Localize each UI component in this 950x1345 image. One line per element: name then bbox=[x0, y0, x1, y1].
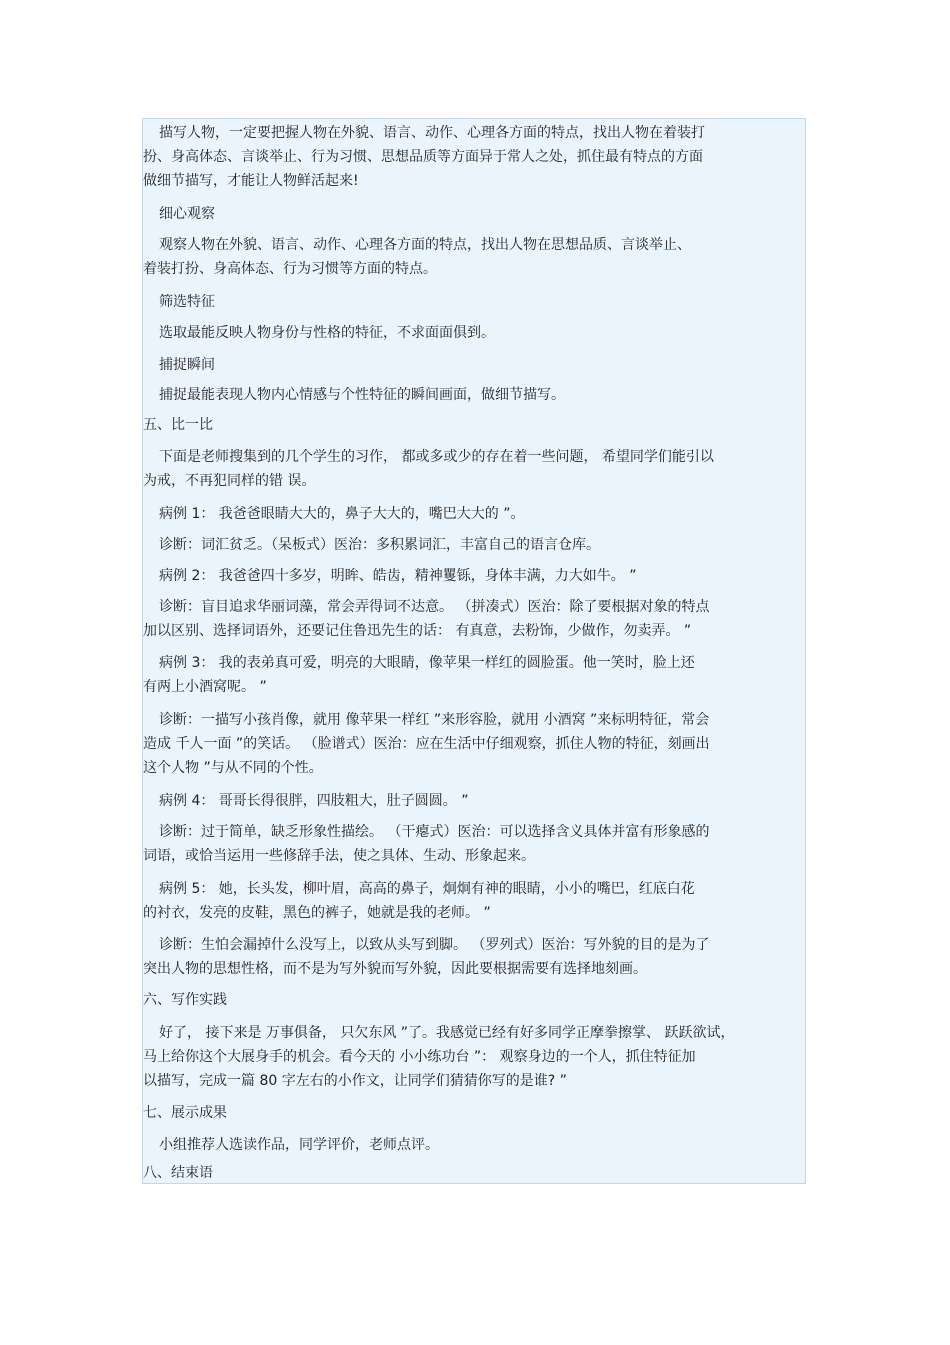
text-line: 以描写，完成一篇 80 字左右的小作文，让同学们猜猜你写的是谁? ” bbox=[143, 1073, 567, 1089]
text-line: 病例 5： 她，长头发，柳叶眉，高高的鼻子，炯炯有神的眼睛，小小的嘴巴，红底白花 bbox=[159, 881, 695, 897]
text-line: 好了， 接下来是 万事俱备， 只欠东风 ”了。我感觉已经有好多同学正摩拳擦掌、 跃跃欲试， bbox=[159, 1025, 735, 1041]
text-line: 描写人物，一定要把握人物在外貌、语言、动作、心理各方面的特点，找出人物在着装打 bbox=[159, 125, 705, 141]
intro-paragraph bbox=[143, 121, 803, 193]
case-5 bbox=[143, 877, 803, 925]
text-line: 扮、身高体态、言谈举止、行为习惯、思想品质等方面异于常人之处，抓住最有特点的方面 bbox=[143, 149, 703, 165]
section-heading-8 bbox=[143, 1161, 803, 1184]
text-line: 诊断：词汇贫乏。（呆板式）医治：多积累词汇，丰富自己的语言仓库。 bbox=[159, 537, 600, 553]
text-line: 加以区别、选择词语外，还要记住鲁迅先生的话： 有真意，去粉饰，少做作，勿卖弄。 ” bbox=[143, 623, 692, 639]
text-line: 突出人物的思想性格，而不是为写外貌而写外貌，因此要根据需要有选择地刻画。 bbox=[143, 961, 647, 977]
capture-paragraph bbox=[143, 383, 803, 407]
text-line: 病例 4： 哥哥长得很胖，四肢粗大，肚子圆圆。 ” bbox=[159, 793, 469, 809]
text-line: 诊断：过于简单，缺乏形象性描绘。 （干瘪式）医治：可以选择含义具体并富有形象感的 bbox=[159, 824, 710, 840]
text-line: 下面是老师搜集到的几个学生的习作， 都或多或少的存在着一些问题， 希望同学们能引以 bbox=[159, 449, 714, 465]
filter-paragraph bbox=[143, 321, 803, 345]
diagnosis-2 bbox=[143, 595, 803, 643]
text-line: 病例 2： 我爸爸四十多岁，明眸、皓齿，精神矍铄，身体丰满，力大如牛。 ” bbox=[159, 568, 637, 584]
text-line: 马上给你这个大展身手的机会。看今天的 小小练功台 ”： 观察身边的一个人，抓住特征加 bbox=[143, 1049, 696, 1065]
text-line: 捕捉最能表现人物内心情感与个性特征的瞬间画面，做细节描写。 bbox=[159, 387, 565, 403]
text-line: 诊断：生怕会漏掉什么没写上，以致从头写到脚。 （罗列式）医治：写外貌的目的是为了 bbox=[159, 937, 710, 953]
text-line: 诊断：一描写小孩肖像，就用 像苹果一样红 ”来形容脸，就用 小酒窝 ”来标明特征，常会 bbox=[159, 712, 710, 728]
case-3 bbox=[143, 651, 803, 699]
text-line: 选取最能反映人物身份与性格的特征，不求面面俱到。 bbox=[159, 325, 495, 341]
case-2 bbox=[143, 564, 803, 588]
diagnosis-1 bbox=[143, 533, 803, 557]
text-line: 造成 千人一面 ”的笑话。 （脸谱式）医治：应在生活中仔细观察，抓住人物的特征，刻画出 bbox=[143, 736, 710, 752]
text-line: 病例 3： 我的表弟真可爱，明亮的大眼睛，像苹果一样红的圆脸蛋。他一笑时，脸上还 bbox=[159, 655, 695, 671]
case-1 bbox=[143, 502, 803, 526]
text-line: 的衬衣，发亮的皮鞋，黑色的裤子，她就是我的老师。 ” bbox=[143, 905, 491, 921]
text-line: 这个人物 ”与从不同的个性。 bbox=[143, 760, 323, 776]
section-heading-6 bbox=[143, 988, 803, 1012]
text-line: 筛选特征 bbox=[159, 294, 215, 310]
diagnosis-4 bbox=[143, 820, 803, 868]
subheading-filter bbox=[143, 290, 803, 314]
text-line: 八、结束语 bbox=[143, 1165, 213, 1181]
text-line: 为戒，不再犯同样的错 误。 bbox=[143, 473, 316, 489]
text-line: 七、展示成果 bbox=[143, 1105, 227, 1121]
text-line: 病例 1： 我爸爸眼睛大大的，鼻子大大的，嘴巴大大的 ”。 bbox=[159, 506, 525, 522]
section5-intro bbox=[143, 445, 803, 493]
diagnosis-3 bbox=[143, 708, 803, 780]
section6-body bbox=[143, 1021, 803, 1093]
section-heading-7 bbox=[143, 1101, 803, 1125]
text-line: 细心观察 bbox=[159, 206, 215, 222]
text-line: 着装打扮、身高体态、行为习惯等方面的特点。 bbox=[143, 261, 437, 277]
case-4 bbox=[143, 789, 803, 813]
subheading-observe bbox=[143, 202, 803, 226]
document-page bbox=[142, 118, 806, 1184]
observe-paragraph bbox=[143, 233, 803, 281]
text-line: 捕捉瞬间 bbox=[159, 357, 215, 373]
section7-body bbox=[143, 1133, 803, 1157]
text-line: 五、比一比 bbox=[143, 417, 213, 433]
text-line: 做细节描写，才能让人物鲜活起来! bbox=[143, 173, 359, 189]
text-line: 六、写作实践 bbox=[143, 992, 227, 1008]
subheading-capture bbox=[143, 353, 803, 377]
section-heading-5 bbox=[143, 413, 803, 437]
text-line: 有两上小酒窝呢。 ” bbox=[143, 679, 267, 695]
text-line: 观察人物在外貌、语言、动作、心理各方面的特点，找出人物在思想品质、言谈举止、 bbox=[159, 237, 691, 253]
text-line: 词语，或恰当运用一些修辞手法，使之具体、生动、形象起来。 bbox=[143, 848, 535, 864]
diagnosis-5 bbox=[143, 933, 803, 981]
text-line: 小组推荐人选读作品，同学评价，老师点评。 bbox=[159, 1137, 439, 1153]
text-line: 诊断：盲目追求华丽词藻，常会弄得词不达意。 （拼凑式）医治：除了要根据对象的特点 bbox=[159, 599, 710, 615]
